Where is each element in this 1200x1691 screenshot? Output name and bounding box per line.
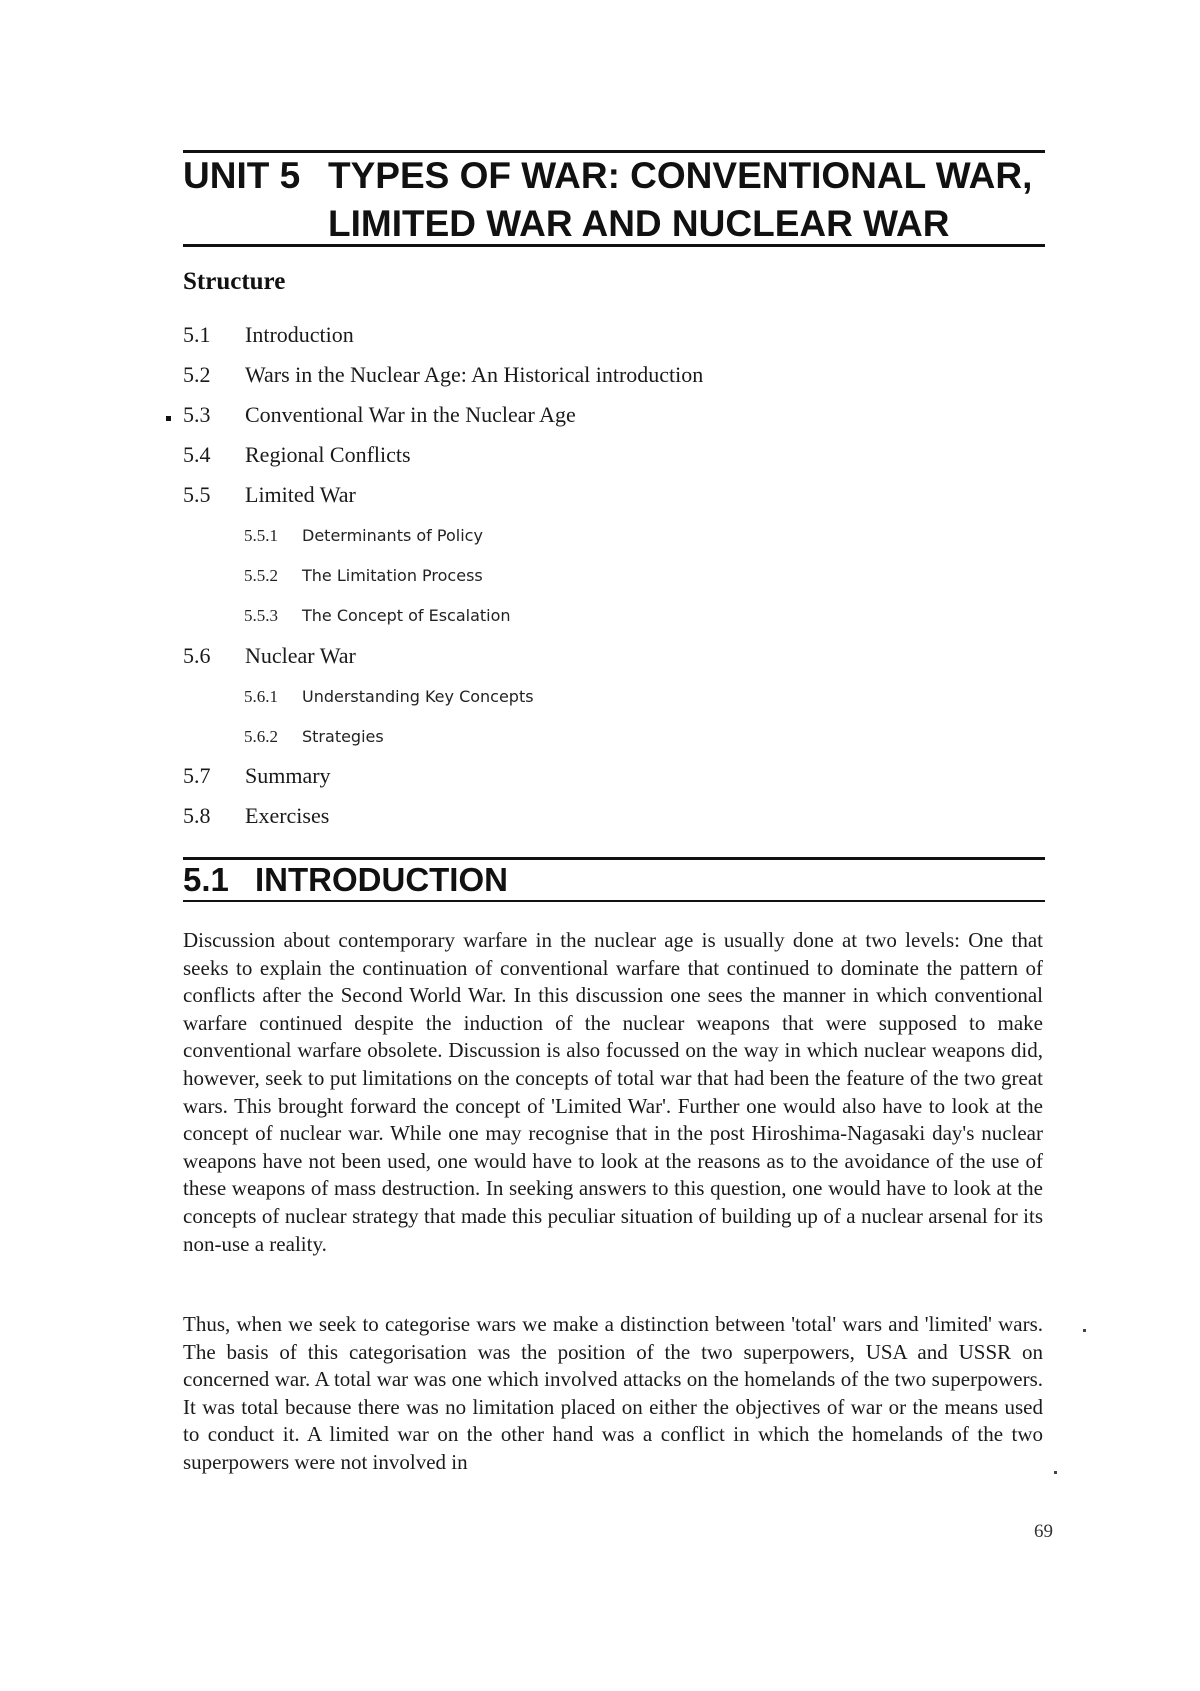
header-bottom-rule: [183, 244, 1045, 247]
toc-number: 5.2: [183, 362, 211, 387]
page-number: 69: [1034, 1521, 1053, 1542]
toc-label: Conventional War in the Nuclear Age: [245, 402, 576, 427]
toc-number: 5.6: [183, 643, 211, 668]
toc-label: Wars in the Nuclear Age: An Historical introduction: [245, 362, 704, 387]
toc-number: 5.6.1: [244, 687, 278, 706]
toc-subitem-5-5-1: [244, 526, 483, 546]
toc-label: Limited War: [245, 482, 356, 507]
toc-item-5-1: [183, 322, 354, 348]
toc-label: Exercises: [245, 803, 330, 828]
toc-item-5-6: [183, 643, 356, 669]
toc-number: 5.5: [183, 482, 211, 507]
section-title: INTRODUCTION: [255, 861, 508, 898]
scan-speck: [1054, 1471, 1057, 1474]
toc-subitem-5-6-2: [244, 727, 384, 747]
toc-subitem-5-5-2: [244, 566, 483, 586]
toc-item-5-5: [183, 482, 356, 508]
toc-label: Nuclear War: [245, 643, 356, 668]
body-paragraph-2: Thus, when we seek to categorise wars we make a distinction between 'total' wars and 'limited' wars. The basis of this categorisation was the position of the two superpowers, USA and USSR on concerned war. A total war was one which involved attacks on the homelands of the two superpowers. It was total because there was no limitation placed on either the objectives of war or the means used to conduct it. A limited war on the other hand was a conflict in which the homelands of the two superpowers were not involved in: [183, 1312, 1043, 1474]
toc-label: Strategies: [302, 727, 384, 746]
toc-item-5-7: [183, 763, 331, 789]
unit-title-line2: LIMITED WAR AND NUCLEAR WAR: [328, 203, 950, 244]
toc-label: Determinants of Policy: [302, 526, 483, 545]
section-bottom-rule: [183, 900, 1045, 902]
toc-number: 5.4: [183, 442, 211, 467]
bullet-mark: [166, 416, 171, 421]
section-number: 5.1: [183, 861, 229, 898]
toc-label: Understanding Key Concepts: [302, 687, 534, 706]
toc-number: 5.6.2: [244, 727, 278, 746]
toc-label: The Concept of Escalation: [302, 606, 511, 625]
toc-number: 5.1: [183, 322, 211, 347]
toc-subitem-5-5-3: [244, 606, 511, 626]
unit-title-line1: TYPES OF WAR: CONVENTIONAL WAR,: [328, 155, 1033, 196]
body-paragraph-1: Discussion about contemporary warfare in the nuclear age is usually done at two levels: One that seeks to explain the continuation of conventional warfare that continued to dominate the pattern of conflicts after the Second World War. In this discussion one sees the manner in which conventional warfare continued despite the induction of the nuclear weapons that were supposed to make conventional warfare obsolete. Discussion is also focussed on the way in which nuclear weapons did, however, seek to put limitations on the concepts of total war that had been the feature of the two great wars. This brought forward the concept of 'Limited War'. Further one would also have to look at the concept of nuclear war. While one may recognise that in the post Hiroshima-Nagasaki day's nuclear weapons have not been used, one would have to look at the reasons as to the avoidance of the use of these weapons of mass destruction. In seeking answers to this question, one would have to look at the concepts of nuclear strategy that made this peculiar situation of building up of a nuclear arsenal for its non-use a reality.: [183, 928, 1043, 1256]
toc-number: 5.8: [183, 803, 211, 828]
toc-label: Summary: [245, 763, 331, 788]
section-heading: [183, 861, 508, 899]
toc-item-5-8: [183, 803, 329, 829]
toc-number: 5.5.1: [244, 526, 278, 545]
toc-number: 5.3: [183, 402, 211, 427]
toc-number: 5.5.2: [244, 566, 278, 585]
unit-label: UNIT 5: [183, 155, 301, 196]
scan-speck: [1083, 1329, 1086, 1332]
toc-label: The Limitation Process: [302, 566, 483, 585]
structure-heading: Structure: [183, 268, 286, 295]
toc-label: Regional Conflicts: [245, 442, 411, 467]
toc-label: Introduction: [245, 322, 354, 347]
toc-item-5-4: [183, 442, 411, 468]
toc-item-5-3: [183, 402, 576, 428]
toc-item-5-2: [183, 362, 703, 388]
toc-subitem-5-6-1: [244, 687, 534, 707]
section-top-rule: [183, 857, 1045, 860]
toc-number: 5.7: [183, 763, 211, 788]
unit-title: [183, 152, 1045, 248]
toc-number: 5.5.3: [244, 606, 278, 625]
